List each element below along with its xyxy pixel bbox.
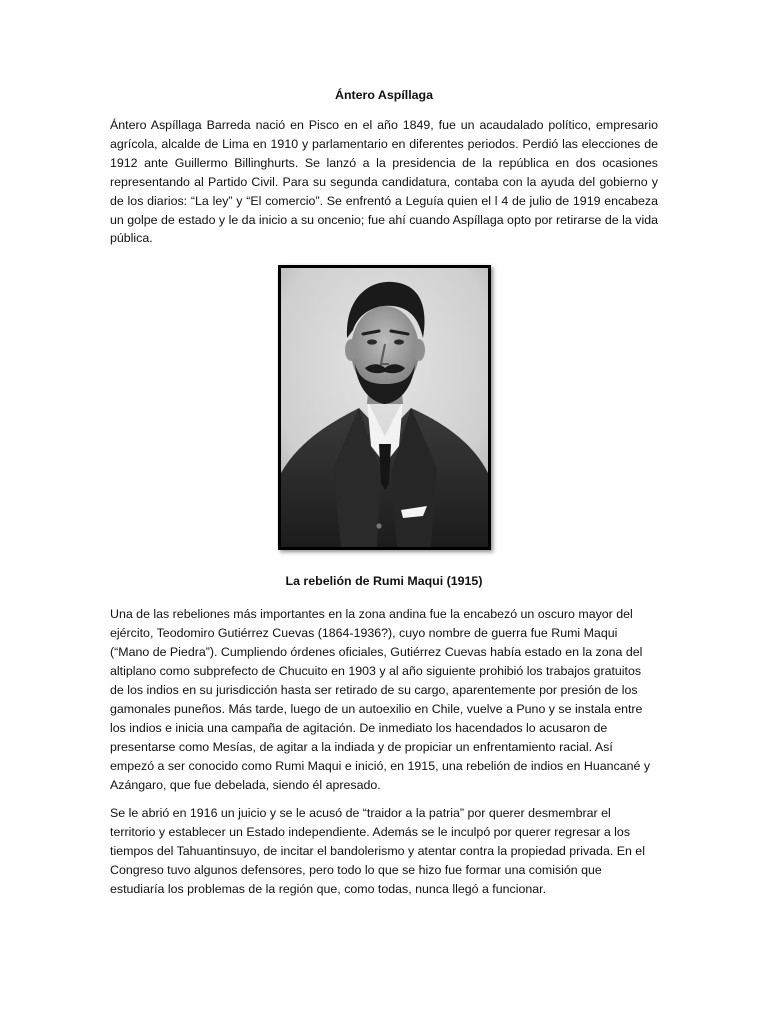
document-page <box>110 86 658 899</box>
paragraph-rebelion-1: Una de las rebeliones más importantes en la zona andina fue la encabezó un oscuro mayor del ejército, Teodomiro Gutiérrez Cuevas (1864-1936?), cuyo nombre de guerra fue Rumi Maqui (“Mano de Piedra”). Cumpliendo órdenes oficiales, Gutiérrez Cuevas había estado en la zona del altiplano como subprefecto de Chucuito en 1903 y al año siguiente prohibió los trabajos gratuitos de los indios en su jurisdicción hasta ser retirado de su cargo, aparentemente por presión de los gamonales puneños. Más tarde, luego de un autoexilio en Chile, vuelve a Puno y se instala entre los indios e inicia una campaña de agitación. De inmediato los hacendados lo acusaron de presentarse como Mesías, de agitar a la indiada y de propiciar un enfrentamiento racial. Así empezó a ser conocido como Rumi Maqui e inició, en 1915, una rebelión de indios en Huancané y Azángaro, que fue debelada, siendo él apresado. <box>110 607 651 792</box>
section-title-rebelion-rumi-maqui: La rebelión de Rumi Maqui (1915) <box>285 574 483 589</box>
section-title-antero-aspillaga: Ántero Aspíllaga <box>335 88 433 102</box>
portrait-image <box>281 268 488 547</box>
paragraph-rebelion-2: Se le abrió en 1916 un juicio y se le acusó de “traidor a la patria” por querer desmembrar el territorio y establecer un Estado independiente. Además se le inculpó por querer regresar a los tiempos del Tahuantinsuyo, de incitar el bandolerismo y atentar contra la propiedad privada. En el Congreso tuvo algunos defensores, pero todo lo que se hizo fue formar una comisión que estudiaría los problemas de la región que, como todas, nunca llegó a funcionar. <box>110 806 645 897</box>
portrait-photo <box>278 265 491 550</box>
portrait-container <box>110 265 658 550</box>
paragraph-antero-aspillaga: Ántero Aspíllaga Barreda nació en Pisco en el año 1849, fue un acaudalado político, empresario agrícola, alcalde de Lima en 1910 y parlamentario en diferentes periodos. Perdió las elecciones de 1912 ante Guillermo Billinghurts. Se lanzó a la presidencia de la república en dos ocasiones representando al Partido Civil. Para su segunda candidatura, contaba con la ayuda del gobierno y de los diarios: “La ley” y “El comercio”. Se enfrentó a Leguía quien el l 4 de julio de 1919 encabeza un golpe de estado y le da inicio a su oncenio; fue ahí cuando Aspíllaga opto por retirarse de la vida pública. <box>110 118 658 246</box>
